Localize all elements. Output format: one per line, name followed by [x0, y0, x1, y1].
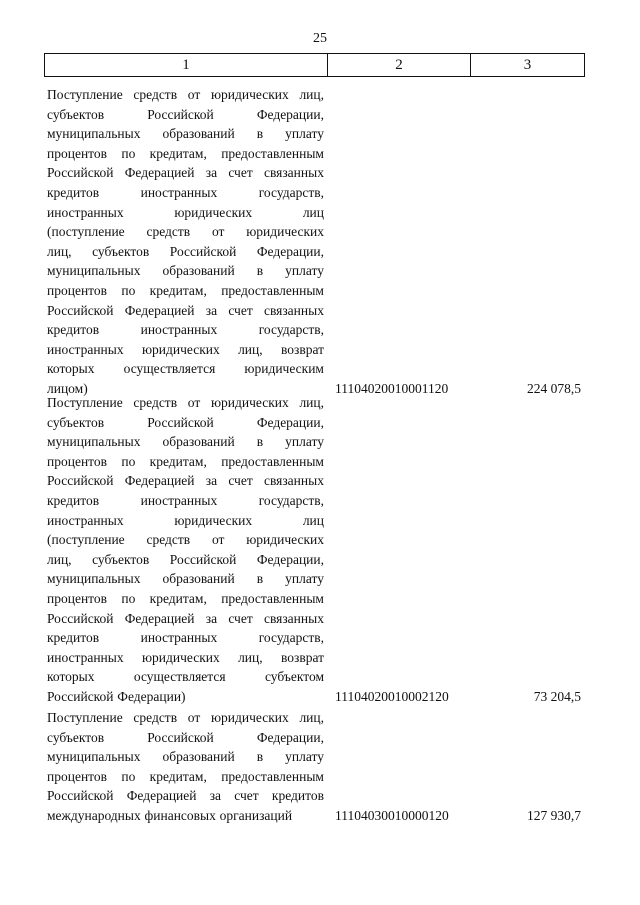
description-line [47, 471, 324, 491]
description-line [47, 393, 324, 413]
description-word: счет [228, 302, 253, 318]
description-line [47, 222, 324, 242]
description-word: за [205, 473, 218, 489]
description-word: процентов [47, 768, 108, 784]
description-word: от [211, 224, 225, 240]
description-word: юридических [174, 512, 253, 528]
description-word: в [256, 263, 264, 279]
description-word: предоставленным [221, 145, 324, 161]
row-description [47, 85, 324, 399]
description-word: уплату [285, 434, 324, 450]
description-line [47, 491, 324, 511]
row-code: 11104020010001120 [335, 380, 449, 396]
description-word: юридических [210, 710, 289, 725]
description-word: уплату [285, 749, 324, 765]
description-line [47, 708, 324, 728]
description-word: связанных [263, 610, 324, 626]
description-word: юридических [141, 341, 220, 357]
description-word: иностранных [47, 204, 124, 220]
table-header-row [44, 53, 585, 77]
description-word: возврат [280, 649, 324, 665]
column-header-1: 1 [45, 54, 328, 76]
description-word: за [209, 788, 222, 804]
description-line [47, 667, 324, 687]
description-word: лиц, [47, 243, 72, 259]
description-word: государств, [258, 630, 324, 646]
description-word: за [205, 302, 218, 318]
description-word: иностранных [47, 341, 124, 357]
description-line [47, 589, 324, 609]
description-word: Федерацией [124, 302, 195, 318]
description-word: юридическим [244, 361, 324, 377]
description-line [47, 432, 324, 452]
description-word: Российской [47, 473, 114, 489]
description-word: Федерацией [124, 165, 195, 181]
description-word: счет [228, 473, 253, 489]
description-word: которых [47, 669, 95, 685]
row-description [47, 393, 324, 707]
description-word: Федерации, [256, 106, 324, 122]
description-word: кредитов [271, 788, 324, 804]
description-word: юридических [210, 395, 289, 410]
description-word: Федерации, [256, 729, 324, 745]
description-word: уплату [285, 571, 324, 587]
description-word: (поступление [47, 224, 125, 240]
description-word: в [256, 571, 264, 587]
description-line [47, 105, 324, 125]
description-word: по [121, 590, 136, 606]
description-line [47, 747, 324, 767]
description-word: лиц, [299, 87, 324, 102]
description-word: средств [146, 224, 191, 240]
description-word: Поступление [47, 87, 123, 102]
description-word: государств, [258, 322, 324, 338]
description-line [47, 628, 324, 648]
description-word: связанных [263, 302, 324, 318]
description-word: по [121, 282, 136, 298]
description-word: процентов [47, 282, 108, 298]
description-word: от [187, 87, 201, 102]
description-word: образований [162, 571, 235, 587]
description-word: за [205, 165, 218, 181]
description-word: лиц, [238, 341, 263, 357]
description-word: муниципальных [47, 571, 141, 587]
description-line [47, 687, 324, 707]
description-word: лиц [302, 204, 324, 220]
description-word: Российской [147, 106, 214, 122]
description-line [47, 242, 324, 262]
description-word: кредитов [47, 492, 100, 508]
description-line [47, 569, 324, 589]
description-word: иностранных [140, 184, 218, 200]
description-line [47, 320, 324, 340]
description-word: по [121, 768, 136, 784]
row-description [47, 708, 324, 826]
description-word: образований [162, 434, 235, 450]
column-header-2: 2 [328, 54, 471, 76]
description-word: иностранных [140, 322, 218, 338]
description-word: Российской [169, 551, 237, 567]
description-word: предоставленным [221, 768, 324, 784]
column-header-3: 3 [523, 57, 532, 73]
description-word: кредитов [47, 184, 100, 200]
page-number: 25 [313, 31, 327, 46]
description-word: иностранных [140, 492, 218, 508]
description-word: организаций [219, 807, 293, 823]
description-word: Федерацией [124, 610, 195, 626]
description-word: юридических [210, 87, 289, 102]
description-word: кредитам, [149, 453, 207, 469]
description-word: Федерацией [126, 788, 197, 804]
description-word: иностранных [47, 512, 124, 528]
description-word: международных [47, 807, 141, 823]
description-word: лиц, [47, 551, 72, 567]
description-word: Российской [147, 729, 214, 745]
description-word: предоставленным [221, 453, 324, 469]
description-line [47, 163, 324, 183]
description-word: осуществляется [133, 669, 226, 685]
description-line [47, 767, 324, 787]
description-word: субъектов [47, 729, 105, 745]
description-word: Федерации) [117, 688, 186, 704]
description-line [47, 452, 324, 472]
description-word: лиц, [299, 395, 324, 410]
description-word: Российской [47, 688, 114, 704]
description-word: по [121, 453, 136, 469]
description-word: образований [162, 263, 235, 279]
description-word: государств, [258, 492, 324, 508]
description-word: средств [133, 395, 178, 410]
description-word: муниципальных [47, 263, 141, 279]
description-word: которых [47, 361, 95, 377]
description-line [47, 359, 324, 379]
description-word: процентов [47, 145, 108, 161]
description-word: субъектом [264, 669, 324, 685]
description-word: Поступление [47, 395, 123, 410]
description-line [47, 301, 324, 321]
description-word: процентов [47, 453, 108, 469]
description-line [47, 530, 324, 550]
description-word: кредитам, [149, 145, 207, 161]
description-word: субъектов [92, 243, 150, 259]
description-word: юридических [141, 649, 220, 665]
row-amount: 73 204,5 [533, 688, 581, 704]
description-word: кредитов [47, 630, 100, 646]
description-line [47, 340, 324, 360]
description-word: Федерации, [256, 414, 324, 430]
description-line [47, 786, 324, 806]
description-word: по [121, 145, 136, 161]
description-word: от [187, 710, 201, 725]
description-word: субъектов [92, 551, 150, 567]
description-word: связанных [263, 473, 324, 489]
description-word: счет [228, 610, 253, 626]
description-line [47, 806, 324, 826]
description-line [47, 261, 324, 281]
description-word: осуществляется [123, 361, 216, 377]
description-word: Российской [169, 243, 237, 259]
description-word: в [256, 749, 264, 765]
description-word: Федерацией [124, 473, 195, 489]
description-word: государств, [258, 184, 324, 200]
description-word: счет [228, 165, 253, 181]
description-line [47, 609, 324, 629]
description-word: Российской [47, 788, 114, 804]
description-word: образований [162, 749, 235, 765]
description-line [47, 550, 324, 570]
row-code: 11104030010000120 [335, 807, 449, 823]
description-word: лиц [302, 512, 324, 528]
description-word: за [205, 610, 218, 626]
description-word: Российской [47, 610, 114, 626]
description-word: предоставленным [221, 590, 324, 606]
description-word: процентов [47, 590, 108, 606]
description-word: средств [146, 532, 191, 548]
description-word: кредитам, [149, 282, 207, 298]
description-line [47, 183, 324, 203]
description-word: в [256, 434, 264, 450]
description-word: Федерации, [256, 551, 324, 567]
row-amount: 127 930,7 [527, 807, 581, 823]
description-line [47, 144, 324, 164]
description-word: муниципальных [47, 434, 141, 450]
description-word: юридических [246, 224, 324, 240]
description-word: субъектов [47, 106, 105, 122]
description-word: иностранных [47, 649, 124, 665]
description-word: лиц, [299, 710, 324, 725]
description-word: муниципальных [47, 126, 141, 142]
description-word: от [211, 532, 225, 548]
description-word: Поступление [47, 710, 123, 725]
description-line [47, 85, 324, 105]
description-word: Российской [147, 414, 214, 430]
description-line [47, 511, 324, 531]
description-word: уплату [285, 263, 324, 279]
description-word: в [256, 126, 264, 142]
table-row [47, 708, 585, 826]
description-word: кредитов [47, 322, 100, 338]
description-word: финансовых [144, 807, 216, 823]
row-code: 11104020010002120 [335, 688, 449, 704]
description-word: связанных [263, 165, 324, 181]
description-word: возврат [280, 341, 324, 357]
description-word: счет [234, 788, 259, 804]
description-word: юридических [246, 532, 324, 548]
description-word: кредитам, [149, 768, 207, 784]
description-word: от [187, 395, 201, 410]
description-line [47, 413, 324, 433]
description-word: муниципальных [47, 749, 141, 765]
description-word: уплату [285, 126, 324, 142]
description-word: Российской [47, 302, 114, 318]
description-line [47, 124, 324, 144]
table-row [47, 393, 585, 707]
row-amount: 224 078,5 [527, 380, 581, 396]
description-word: Федерации, [256, 243, 324, 259]
description-word: субъектов [47, 414, 105, 430]
description-line [47, 281, 324, 301]
table-row [47, 85, 585, 399]
description-word: иностранных [140, 630, 218, 646]
description-word: юридических [174, 204, 253, 220]
description-line [47, 728, 324, 748]
description-word: (поступление [47, 532, 125, 548]
description-word: Российской [47, 165, 114, 181]
description-word: лиц, [238, 649, 263, 665]
description-line [47, 648, 324, 668]
description-word: лицом) [47, 380, 88, 396]
description-line [47, 203, 324, 223]
description-word: образований [162, 126, 235, 142]
description-word: средств [133, 87, 178, 102]
description-word: кредитам, [149, 590, 207, 606]
description-word: предоставленным [221, 282, 324, 298]
description-word: средств [133, 710, 178, 725]
